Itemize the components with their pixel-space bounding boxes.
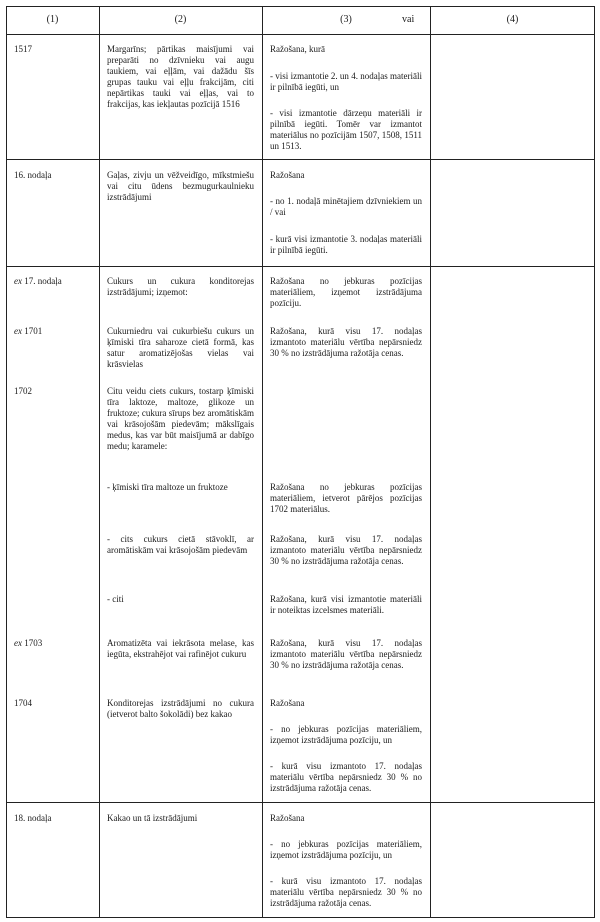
column-header-3: (3)	[340, 14, 352, 25]
product-description: Citu veidu ciets cukurs, tostarp ķīmiski tīra laktoze, maltoze, glikoze un fruktoze; cukura sīrups bez aromātiskām vai krāsojošām piedevām; mākslīgais medus, kas var būt maisījumā ar dabīgo medu; karamele:	[107, 386, 254, 451]
rule-text: Ražošana, kurā visu 17. nodaļas izmantoto materiālu vērtība nepārsniedz 30 % no izstrādājuma ražotāja cenas.	[270, 638, 422, 670]
rule-intro: Ražošana	[270, 170, 305, 180]
rule-intro: Ražošana	[270, 813, 305, 823]
heading-code	[14, 326, 42, 337]
heading-code: 1517	[14, 44, 32, 54]
product-description: Kakao un tā izstrādājumi	[107, 813, 198, 823]
sub-description: - ķīmiski tīra maltoze un fruktoze	[107, 482, 228, 492]
rules-of-origin-table	[6, 6, 595, 918]
row-divider	[6, 266, 595, 267]
heading-code: 1704	[14, 698, 32, 708]
ex-prefix: ex	[14, 638, 22, 648]
row-divider	[6, 802, 595, 803]
rule-text: Ražošana no jebkuras pozīcijas materiāliem, izņemot izstrādājuma pozīciju.	[270, 276, 422, 308]
rule-item: - no jebkuras pozīcijas materiāliem, izņemot izstrādājuma pozīciju, un	[270, 724, 422, 745]
header-divider	[6, 34, 595, 35]
rule-item: - visi izmantotie 2. un 4. nodaļas materiāli ir pilnībā iegūti, un	[270, 71, 422, 92]
column-divider	[430, 6, 431, 918]
product-description: Aromatizēta vai iekrāsota melase, kas iegūta, ekstrahējot vai rafinējot cukuru	[107, 638, 254, 659]
rule-text: Ražošana, kurā visu 17. nodaļas izmantoto materiālu vērtība nepārsniedz 30 % no izstrādājuma ražotāja cenas.	[270, 534, 422, 566]
rule-text: Ražošana, kurā visu 17. nodaļas izmantoto materiālu vērtība nepārsniedz 30 % no izstrādājuma ražotāja cenas.	[270, 326, 422, 358]
product-description: Gaļas, zivju un vēžveidīgo, mīkstmiešu vai citu ūdens bezmugurkaulnieku izstrādājumi	[107, 170, 254, 202]
product-description: Margarīns; pārtikas maisījumi vai preparāti no dzīvnieku vai augu taukiem, vai eļļām, vai dažādu šīs grupas tauku vai eļļu frakcijām, citi nepārtikas tauki vai eļļas, vai to frakcijas, kas iekļautas pozīcijā 1516	[107, 44, 254, 109]
column-divider	[99, 6, 100, 918]
rule-item: - kurā visi izmantotie 3. nodaļas materiāli ir pilnībā iegūti.	[270, 234, 422, 255]
heading-number: 1703	[22, 638, 43, 648]
heading-code: 16. nodaļa	[14, 170, 52, 180]
rule-item: - kurā visu izmantoto 17. nodaļas materiālu vērtība nepārsniedz 30 % no izstrādājuma ražotāja cenas.	[270, 761, 422, 793]
product-description: Cukurs un cukura konditorejas izstrādājumi; izņemot:	[107, 276, 254, 297]
sub-description: - citi	[107, 594, 124, 604]
column-header-4: (4)	[506, 14, 519, 25]
rule-item: - no 1. nodaļā minētajiem dzīvniekiem un / vai	[270, 196, 422, 217]
sub-description: - cits cukurs cietā stāvoklī, ar aromātiskām vai krāsojošām piedevām	[107, 534, 254, 555]
column-divider	[262, 6, 263, 918]
heading-code: 1702	[14, 386, 32, 396]
product-description: Konditorejas izstrādājumi no cukura (ietverot balto šokolādi) bez kakao	[107, 698, 254, 719]
heading-number: 17. nodaļa	[22, 276, 62, 286]
rule-text: Ražošana no jebkuras pozīcijas materiāliem, ietverot pārējos pozīcijas 1702 materiālus.	[270, 482, 422, 514]
ex-prefix: ex	[14, 326, 22, 336]
rule-text: Ražošana, kurā visi izmantotie materiāli ir noteiktas izcelsmes materiāli.	[270, 594, 422, 615]
heading-number: 1701	[22, 326, 43, 336]
rule-item: - no jebkuras pozīcijas materiāliem, izņemot izstrādājuma pozīciju, un	[270, 839, 422, 860]
ex-prefix: ex	[14, 276, 22, 286]
rule-item: - visi izmantotie dārzeņu materiāli ir pilnībā iegūti. Tomēr var izmantot materiālus no pozīcijām 1507, 1508, 1511 un 1513.	[270, 108, 422, 151]
column-header-2: (2)	[174, 14, 187, 25]
row-divider	[6, 159, 595, 160]
rule-item: - kurā visu izmantoto 17. nodaļas materiālu vērtība nepārsniedz 30 % no izstrādājuma ražotāja cenas.	[270, 876, 422, 908]
heading-code: 18. nodaļa	[14, 813, 52, 823]
rule-intro: Ražošana	[270, 698, 305, 708]
rule-intro: Ražošana, kurā	[270, 44, 325, 54]
heading-code	[14, 276, 62, 287]
product-description: Cukurniedru vai cukurbiešu cukurs un ķīmiski tīra saharoze cietā formā, kas satur aromatizējošas vielas vai krāsvielas	[107, 326, 254, 369]
column-header-1: (1)	[46, 14, 59, 25]
heading-code	[14, 638, 42, 649]
column-header-or: vai	[402, 14, 415, 25]
